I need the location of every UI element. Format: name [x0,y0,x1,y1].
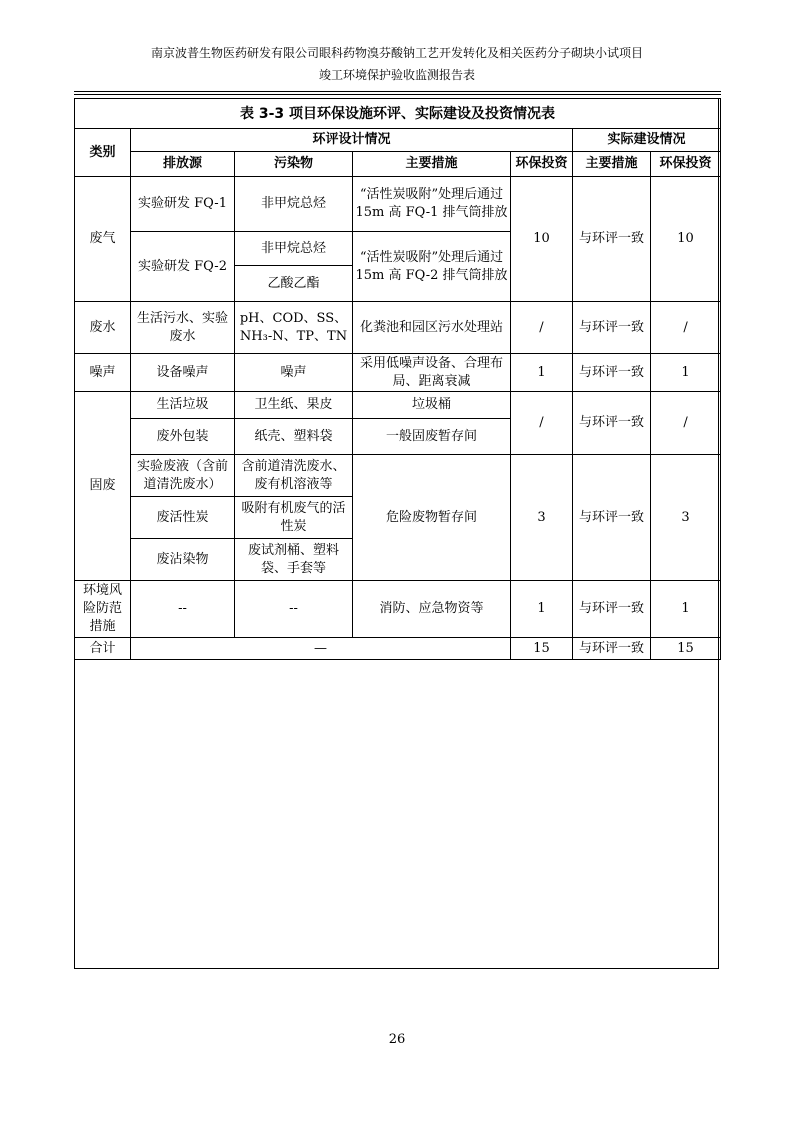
header-row-2 [75,152,721,177]
noise-pollutant: 噪声 [235,354,353,392]
total-actual-measure: 与环评一致 [573,638,651,660]
table-row [75,302,721,354]
solid-actual-measure-b: 与环评一致 [573,455,651,581]
category-waste-gas: 废气 [75,177,131,302]
solid-actual-measure-a: 与环评一致 [573,392,651,455]
solid-measure-2: 一般固废暂存间 [353,419,511,455]
solid-source-3: 实验废液（含前道清洗废水） [131,455,235,497]
gas-investment: 10 [511,177,573,302]
header-eia-group: 环评设计情况 [131,129,573,152]
gas-pollutant-2b: 乙酸乙酯 [235,266,353,302]
risk-actual-measure: 与环评一致 [573,581,651,638]
total-label: 合计 [75,638,131,660]
header-measure: 主要措施 [353,152,511,177]
solid-pollutant-2: 纸壳、塑料袋 [235,419,353,455]
table-row [75,455,721,497]
gas-measure-2: “活性炭吸附”处理后通过 15m 高 FQ-2 排气筒排放 [353,232,511,302]
caption-row [75,99,721,129]
gas-measure-1: “活性炭吸附”处理后通过 15m 高 FQ-1 排气筒排放 [353,177,511,232]
header-actual-group: 实际建设情况 [573,129,721,152]
noise-investment: 1 [511,354,573,392]
water-measure: 化粪池和园区污水处理站 [353,302,511,354]
header-actual-investment: 环保投资 [651,152,721,177]
water-pollutant: pH、COD、SS、NH₃-N、TP、TN [235,302,353,354]
total-dash: — [131,638,511,660]
table-row [75,392,721,419]
solid-source-1: 生活垃圾 [131,392,235,419]
risk-investment: 1 [511,581,573,638]
solid-actual-investment-b: 3 [651,455,721,581]
water-actual-measure: 与环评一致 [573,302,651,354]
report-header-subtitle: 竣工环境保护验收监测报告表 [318,68,475,82]
table-row [75,354,721,392]
gas-pollutant-1: 非甲烷总烃 [235,177,353,232]
risk-actual-investment: 1 [651,581,721,638]
header-source: 排放源 [131,152,235,177]
solid-pollutant-5: 废试剂桶、塑料袋、手套等 [235,539,353,581]
solid-measure-hazardous: 危险废物暂存间 [353,455,511,581]
total-investment: 15 [511,638,573,660]
header-rule-bottom [74,94,721,95]
table-row [75,581,721,638]
solid-source-2: 废外包装 [131,419,235,455]
water-source: 生活污水、实验废水 [131,302,235,354]
solid-source-4: 废活性炭 [131,497,235,539]
solid-actual-investment-a: / [651,392,721,455]
noise-actual-measure: 与环评一致 [573,354,651,392]
report-header-title: 南京波普生物医药研发有限公司眼科药物溴芬酸钠工艺开发转化及相关医药分子砌块小试项目 [150,46,643,60]
page-number: 26 [388,1032,406,1047]
noise-measure: 采用低噪声设备、合理布局、距离衰减 [353,354,511,392]
table-row [75,177,721,232]
risk-source: -- [131,581,235,638]
header-investment: 环保投资 [511,152,573,177]
solid-pollutant-4: 吸附有机废气的活性炭 [235,497,353,539]
gas-pollutant-2a: 非甲烷总烃 [235,232,353,266]
gas-source-2: 实验研发 FQ-2 [131,232,235,302]
noise-source: 设备噪声 [131,354,235,392]
total-actual-investment: 15 [651,638,721,660]
category-risk: 环境风险防范措施 [75,581,131,638]
solid-measure-1: 垃圾桶 [353,392,511,419]
category-noise: 噪声 [75,354,131,392]
solid-pollutant-3: 含前道清洗废水、废有机溶液等 [235,455,353,497]
gas-actual-investment: 10 [651,177,721,302]
water-actual-investment: / [651,302,721,354]
header-pollutant: 污染物 [235,152,353,177]
header-category: 类别 [75,129,131,177]
risk-pollutant: -- [235,581,353,638]
risk-measure: 消防、应急物资等 [353,581,511,638]
total-row [75,638,721,660]
header-row-1 [75,129,721,152]
header-actual-measure: 主要措施 [573,152,651,177]
table-caption: 表 3-3 项目环保设施环评、实际建设及投资情况表 [75,99,721,129]
category-waste-water: 废水 [75,302,131,354]
solid-pollutant-1: 卫生纸、果皮 [235,392,353,419]
header-rule-top [74,91,721,92]
noise-actual-investment: 1 [651,354,721,392]
solid-source-5: 废沾染物 [131,539,235,581]
water-investment: / [511,302,573,354]
gas-source-1: 实验研发 FQ-1 [131,177,235,232]
investment-table [74,98,721,660]
solid-investment-a: / [511,392,573,455]
gas-actual-measure: 与环评一致 [573,177,651,302]
category-solid-waste: 固废 [75,392,131,581]
solid-investment-b: 3 [511,455,573,581]
